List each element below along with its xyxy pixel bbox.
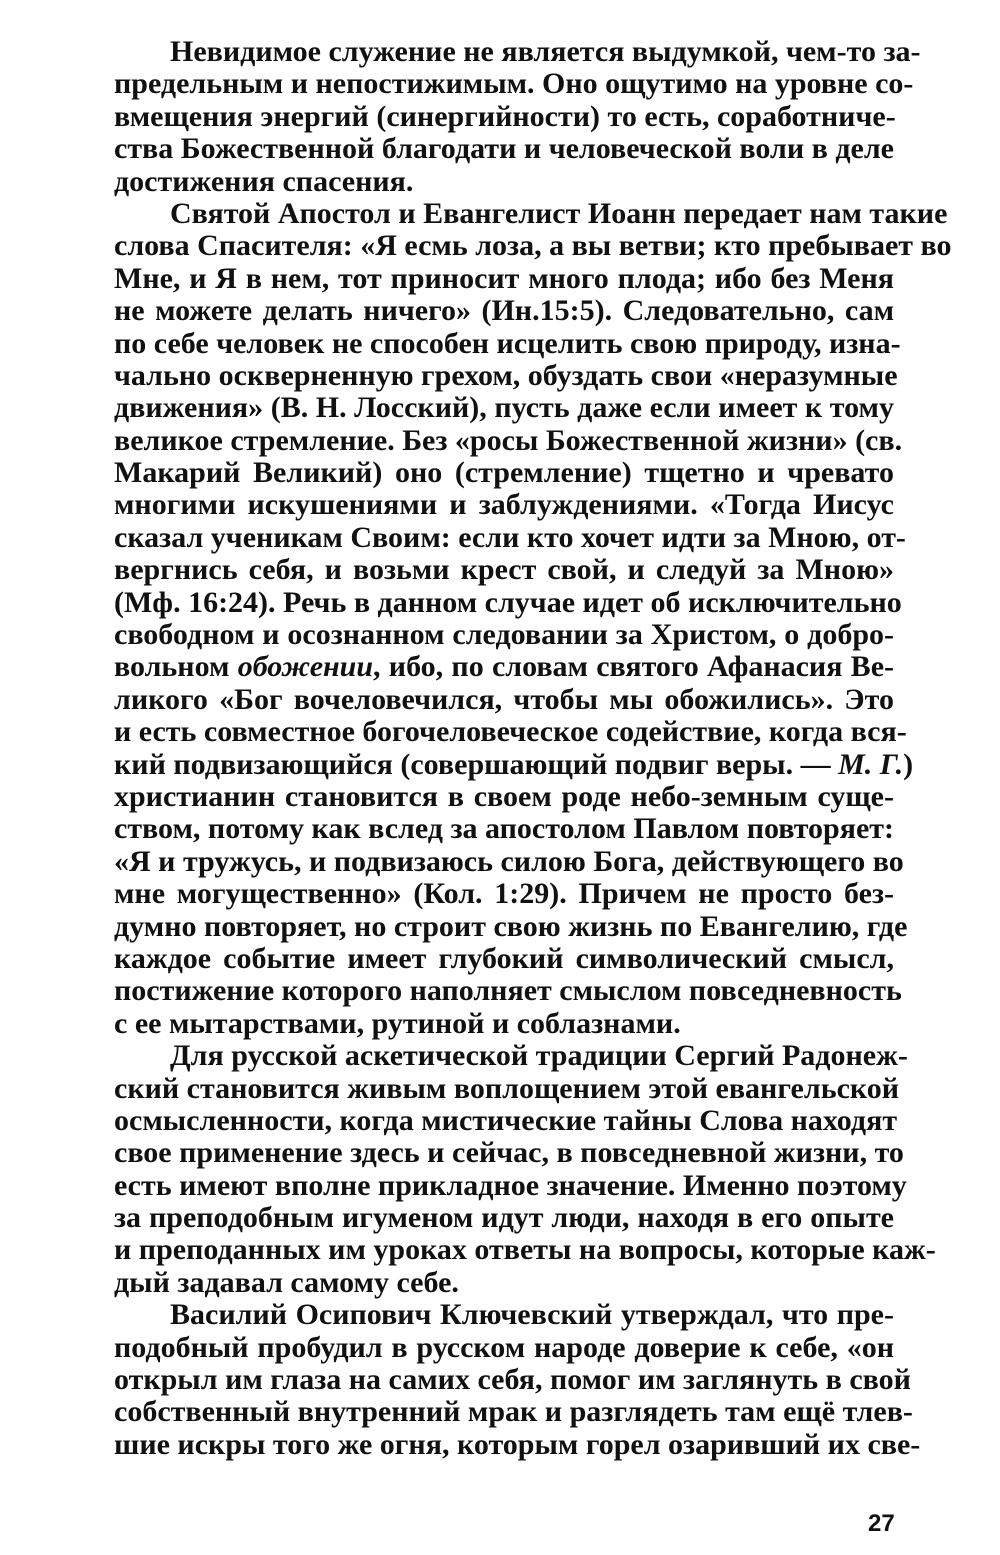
text-line: есть имеют вполне прикладное значение. Именно поэтому (114, 1168, 907, 1202)
text-line (58, 747, 914, 781)
text-line: ства Божественной благодати и человеческой воли в деле (114, 132, 894, 166)
text-line: по себе человек не способен исцелить свою природу, изна- (114, 326, 901, 360)
text-line: (Мф. 16:24). Речь в данном случае идет об исключительно (114, 585, 902, 619)
text-line: свое применение здесь и сейчас, в повседневной жизни, то (114, 1136, 904, 1170)
text-line: подобный пробудил в русском народе доверие к себе, «он (114, 1330, 894, 1364)
text-line: и есть совместное богочеловеческое содействие, когда вся- (114, 715, 907, 749)
text-line: думно повторяет, но строит свою жизнь по Евангелию, где (114, 909, 908, 943)
text-line: свободном и осознанном следовании за Христом, о добро- (114, 618, 894, 652)
text-line: Невидимое служение не является выдумкой, чем-то за- (170, 35, 921, 68)
paragraph-2 (58, 196, 952, 1040)
text-segment: кий подвизающийся (совершающий подвиг веры. — (114, 747, 839, 781)
text-line: христианин становится в своем роде небо-земным суще- (114, 779, 894, 813)
text-line: Мне, и Я в нем, тот приносит много плода; ибо без Меня (114, 261, 894, 295)
text-line: осмысленности, когда мистические тайны Слова находят (114, 1103, 898, 1137)
text-line (58, 651, 894, 683)
text-line: достижения спасения. (114, 164, 414, 198)
text-line: дый задавал самому себе. (114, 1265, 459, 1299)
text-line: Для русской аскетической традиции Сергий Радонеж- (170, 1039, 908, 1073)
text-line: за преподобным игуменом идут люди, находя в его опыте (114, 1201, 894, 1235)
text-line: великое стремление. Без «росы Божественной жизни» (св. (114, 423, 903, 457)
text-line: вмещения энергий (синергийности) то есть, соработниче- (114, 99, 896, 133)
italic-term: обожении (237, 650, 374, 684)
text-line: сказал ученикам Своим: если кто хочет идти за Мною, от- (114, 520, 906, 554)
text-line: с ее мытарствами, рутиной и соблазнами. (114, 1006, 681, 1040)
book-page (58, 35, 952, 1461)
text-segment: , ибо, по словам святого Афанасия Ве- (373, 650, 894, 684)
text-line: постижение которого наполняет смыслом повседневность (114, 974, 902, 1008)
text-line: ством, потому как вслед за апостолом Павлом повторяет: (114, 812, 894, 846)
text-segment: вольном (114, 650, 238, 684)
text-line: Макарий Великий) оно (стремление) тщетно и чревато (114, 456, 894, 490)
paragraph-1 (58, 35, 921, 198)
text-line: собственный внутренний мрак и разглядеть там ещё тлев- (114, 1395, 913, 1429)
text-line: Василий Осипович Ключевский утверждал, что пре- (170, 1298, 894, 1332)
text-line: каждое событие имеет глубокий символический смысл, (114, 941, 894, 975)
author-initials: М. Г. (838, 747, 904, 781)
text-line: вергнись себя, и возьми крест свой, и следуй за Мною» (114, 553, 894, 587)
text-line: движения» (В. Н. Лосский), пусть даже если имеет к тому (114, 391, 894, 425)
text-line: многими искушениями и заблуждениями. «Тогда Иисус (114, 488, 894, 522)
text-line: открыл им глаза на самих себя, помог им заглянуть в свой (114, 1363, 911, 1397)
text-line: мне могущественно» (Кол. 1:29). Причем не просто без- (114, 877, 894, 911)
text-segment: ) (903, 747, 914, 781)
page-number: 27 (868, 1510, 895, 1537)
paragraph-4 (58, 1298, 921, 1461)
text-line: «Я и тружусь, и подвизаюсь силою Бога, действующего во (114, 844, 904, 878)
text-line: и преподанных им уроках ответы на вопросы, которые каж- (114, 1233, 936, 1267)
text-line: не можете делать ничего» (Ин.15:5). Следовательно, сам (114, 294, 894, 328)
text-line: чально оскверненную грехом, обуздать свои «неразумные (114, 358, 898, 392)
text-line: ский становится живым воплощением этой евангельской (114, 1071, 900, 1105)
text-line: ликого «Бог вочеловечился, чтобы мы обожились». Это (114, 682, 894, 716)
text-line: слова Спасителя: «Я есмь лоза, а вы ветви; кто пребывает во (114, 229, 952, 263)
text-line: шие искры того же огня, которым горел озаривший их све- (114, 1427, 921, 1461)
paragraph-3 (58, 1039, 936, 1299)
text-line: Святой Апостол и Евангелист Иоанн передает нам такие (170, 196, 948, 230)
text-line: предельным и непостижимым. Оно ощутимо на уровне со- (114, 67, 914, 101)
